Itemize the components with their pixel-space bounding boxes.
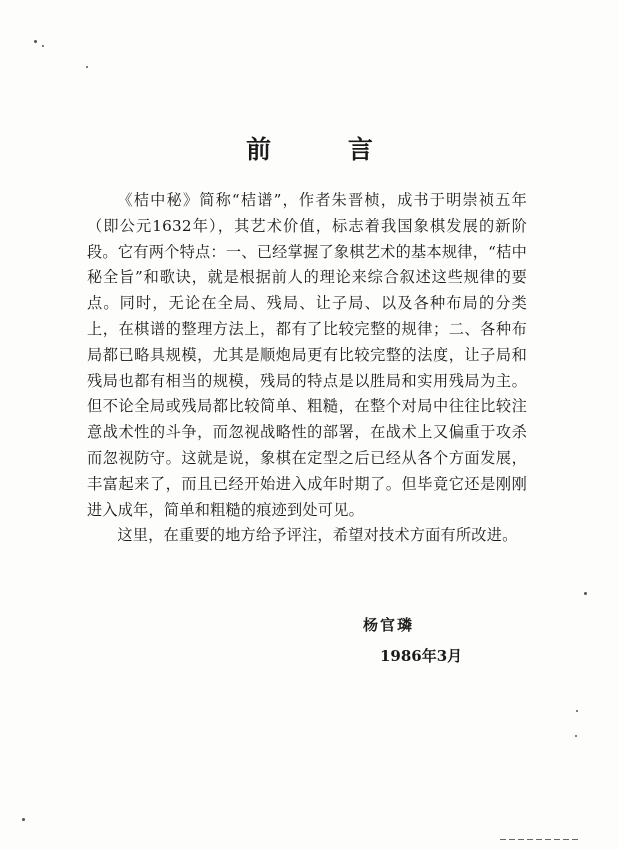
scan-speck — [86, 66, 88, 68]
scan-speck — [575, 735, 577, 737]
author-signature: 杨官璘 — [363, 616, 415, 634]
paragraph-closing: 这里，在重要的地方给予评注，希望对技术方面有所改进。 — [117, 526, 518, 545]
preface-body — [87, 188, 527, 549]
scan-speck — [34, 40, 37, 43]
page-title: 前 言 — [246, 135, 407, 164]
scan-speck — [576, 710, 578, 712]
scan-speck — [42, 45, 44, 47]
scan-speck — [22, 818, 25, 821]
signature-date: 1986年3月 — [380, 647, 463, 665]
scan-edge-line — [500, 839, 580, 840]
paragraph-main: 《桔中秘》简称“桔谱”，作者朱晋桢，成书于明崇祯五年（即公元1632年），其艺术价值，标志着我国象棋发展的新阶段。它有两个特点：一、已经掌握了象棋艺术的基本规律，“桔中秘全旨”和歌诀，就是根据前人的理论来综合叙述这些规律的要点。同时，无论在全局、残局、让子局、以及各种布局的分类上，在棋谱的整理方法上，都有了比较完整的规律；二、各种布局都已略具规模，尤其是顺炮局更有比较完整的法度，让子局和残局也都有相当的规模，残局的特点是以胜局和实用残局为主。但不论全局或残局都比较简单、粗糙，在整个对局中往往比较注意战术性的斗争，而忽视战略性的部署，在战术上又偏重于攻杀而忽视防守。这就是说，象棋在定型之后已经从各个方面发展，丰富起来了，而且已经开始进入成年时期了。但毕竟它还是刚刚进入成年，简单和粗糙的痕迹到处可见。 — [87, 191, 527, 519]
scan-speck — [584, 592, 587, 595]
